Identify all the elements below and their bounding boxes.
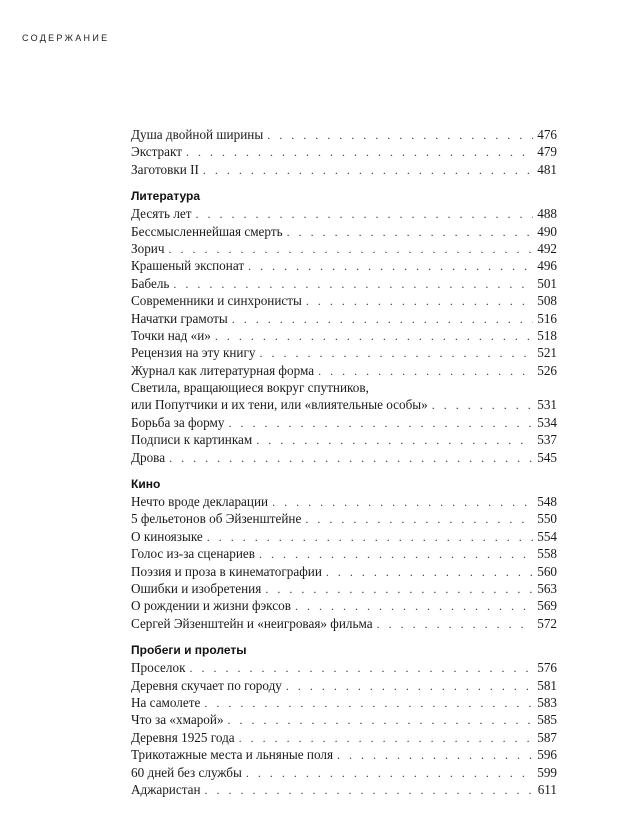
toc-entry-title: Дрова — [131, 449, 166, 465]
dot-leader — [272, 494, 533, 511]
toc-entry[interactable] — [131, 292, 557, 309]
toc-entry-title-continued: или Попутчики и их тени, или «влиятельные особы» — [131, 397, 428, 413]
dot-leader — [215, 328, 533, 345]
toc-entry-title: Заготовки II — [131, 161, 199, 177]
section-title: Кино — [131, 477, 161, 492]
toc-entry[interactable] — [131, 711, 557, 728]
toc-entry-title: Ошибки и изобретения — [131, 580, 262, 596]
page-number: 501 — [537, 275, 557, 291]
toc-entry-title: Трикотажные места и льняные поля — [131, 747, 334, 763]
dot-leader — [232, 311, 533, 328]
toc-entry[interactable] — [131, 327, 557, 344]
toc-entry-title: Душа двойной ширины — [131, 127, 264, 142]
page-number: 587 — [537, 729, 557, 745]
page-number: 488 — [537, 206, 557, 222]
dot-leader — [337, 747, 533, 764]
toc-entry-title: Подписи к картинкам — [131, 432, 253, 448]
toc-entry-title: Точки над «и» — [131, 327, 211, 343]
toc-entry[interactable] — [131, 414, 557, 431]
dot-leader — [286, 678, 533, 695]
toc-entry-title: Поэзия и проза в кинематографии — [131, 563, 322, 579]
page-number: 545 — [537, 449, 557, 465]
page-number: 537 — [537, 432, 557, 448]
toc-entry[interactable] — [131, 493, 557, 510]
dot-leader — [168, 241, 533, 258]
page-number: 479 — [537, 144, 557, 160]
toc-entry[interactable] — [131, 659, 557, 676]
page-number: 572 — [537, 615, 557, 631]
page-number: 560 — [537, 563, 557, 579]
table-of-contents — [131, 126, 557, 798]
toc-entry[interactable] — [131, 781, 557, 798]
toc-entry-title: Начатки грамоты — [131, 310, 228, 326]
toc-entry[interactable] — [131, 510, 557, 527]
toc-entry[interactable] — [131, 677, 557, 694]
dot-leader — [228, 415, 533, 432]
toc-entry[interactable] — [131, 729, 557, 746]
page-number: 481 — [537, 161, 557, 177]
toc-entry-title: 5 фельетонов об Эйзенштейне — [131, 511, 302, 527]
dot-leader — [203, 162, 533, 179]
dot-leader — [204, 695, 533, 712]
page-number: 490 — [537, 223, 557, 239]
section-gap — [131, 178, 557, 187]
dot-leader — [306, 293, 533, 310]
dot-leader — [432, 397, 533, 414]
toc-entry-title: Нечто вроде декларации — [131, 494, 269, 510]
dot-leader — [239, 730, 534, 747]
toc-entry[interactable] — [131, 362, 557, 379]
toc-entry-title: Бессмысленнейшая смерть — [131, 223, 283, 239]
dot-leader — [326, 564, 533, 581]
dot-leader — [259, 546, 533, 563]
dot-leader — [186, 144, 533, 161]
toc-entry-title: Борьба за форму — [131, 414, 225, 430]
toc-entry-title: Журнал как литературная форма — [131, 362, 315, 378]
toc-entry-title: Зорич — [131, 240, 165, 256]
toc-entry[interactable] — [131, 545, 557, 562]
page-number: 516 — [537, 310, 557, 326]
toc-entry[interactable] — [131, 580, 557, 597]
toc-entry[interactable] — [131, 310, 557, 327]
toc-entry[interactable] — [131, 223, 557, 240]
page-number: 599 — [537, 764, 557, 780]
toc-entry[interactable] — [131, 746, 557, 763]
toc-entry-title: Сергей Эйзенштейн и «неигровая» фильма — [131, 615, 373, 631]
section-title: Литература — [131, 189, 201, 204]
toc-entry-title: Проселок — [131, 660, 186, 676]
toc-entry[interactable] — [131, 240, 557, 257]
page-number: 531 — [537, 397, 557, 413]
section-gap — [131, 632, 557, 641]
toc-entry-title: Голос из-за сценариев — [131, 546, 255, 562]
dot-leader — [190, 660, 534, 677]
section-gap — [131, 466, 557, 475]
toc-entry[interactable] — [131, 764, 557, 781]
dot-leader — [256, 432, 533, 449]
toc-entry[interactable] — [131, 143, 557, 160]
page-number: 492 — [537, 240, 557, 256]
toc-entry[interactable] — [131, 275, 557, 292]
toc-entry[interactable] — [131, 431, 557, 448]
dot-leader — [248, 258, 533, 275]
toc-entry[interactable] — [131, 449, 557, 466]
toc-entry[interactable] — [131, 694, 557, 711]
dot-leader — [305, 511, 533, 528]
toc-entry[interactable] — [131, 126, 557, 143]
toc-entry[interactable] — [131, 257, 557, 274]
page-number: 476 — [537, 127, 557, 142]
toc-entry-title: Деревня скучает по городу — [131, 677, 282, 693]
page-number: 558 — [537, 546, 557, 562]
page-number: 554 — [537, 528, 557, 544]
section-title: Пробеги и пролеты — [131, 643, 247, 658]
dot-leader — [169, 450, 533, 467]
dot-leader — [205, 782, 534, 799]
page-number: 518 — [537, 327, 557, 343]
page-number: 596 — [537, 747, 557, 763]
toc-entry-title: Рецензия на эту книгу — [131, 345, 256, 361]
page-number: 569 — [537, 598, 557, 614]
dot-leader — [246, 765, 533, 782]
toc-entry-title: О рождении и жизни фэксов — [131, 598, 291, 614]
dot-leader — [173, 276, 533, 293]
page-number: 611 — [537, 781, 557, 797]
toc-entry[interactable] — [131, 205, 557, 222]
toc-entry-title: Деревня 1925 года — [131, 729, 235, 745]
toc-entry[interactable] — [131, 615, 557, 632]
toc-entry-title: Экстракт — [131, 144, 183, 160]
toc-entry-title: Светила, вращающиеся вокруг спутников, — [131, 380, 369, 396]
running-head: СОДЕРЖАНИЕ — [22, 33, 110, 43]
toc-entry[interactable] — [131, 379, 557, 414]
dot-leader — [196, 206, 534, 223]
page-number: 583 — [537, 694, 557, 710]
page-number: 585 — [537, 712, 557, 728]
dot-leader — [295, 598, 533, 615]
dot-leader — [318, 363, 533, 380]
dot-leader — [287, 224, 534, 241]
page-number: 496 — [537, 258, 557, 274]
dot-leader — [267, 127, 533, 144]
toc-entry-title: На самолете — [131, 694, 201, 710]
dot-leader — [228, 712, 534, 729]
page-number: 576 — [537, 660, 557, 676]
page-number: 548 — [537, 494, 557, 510]
page-number: 534 — [537, 414, 557, 430]
toc-entry[interactable] — [131, 161, 557, 178]
toc-entry-title: 60 дней без службы — [131, 764, 242, 780]
dot-leader — [265, 581, 533, 598]
toc-entry-title: Десять лет — [131, 206, 192, 222]
page-number: 550 — [537, 511, 557, 527]
dot-leader — [259, 345, 533, 362]
page-number: 563 — [537, 580, 557, 596]
toc-entry[interactable] — [131, 563, 557, 580]
page-number: 526 — [537, 362, 557, 378]
dot-leader — [207, 529, 533, 546]
toc-entry-title: О киноязыке — [131, 528, 203, 544]
toc-entry[interactable] — [131, 528, 557, 545]
page-number: 521 — [537, 345, 557, 361]
toc-entry-title: Аджаристан — [131, 781, 201, 797]
page-number: 581 — [537, 677, 557, 693]
dot-leader — [377, 616, 534, 633]
toc-entry-title: Бабель — [131, 275, 170, 291]
toc-entry-title: Крашеный экспонат — [131, 258, 245, 274]
toc-entry[interactable] — [131, 344, 557, 361]
toc-entry-title: Современники и синхронисты — [131, 293, 302, 309]
toc-entry-title: Что за «хмарой» — [131, 712, 224, 728]
page-number: 508 — [537, 293, 557, 309]
toc-entry[interactable] — [131, 597, 557, 614]
